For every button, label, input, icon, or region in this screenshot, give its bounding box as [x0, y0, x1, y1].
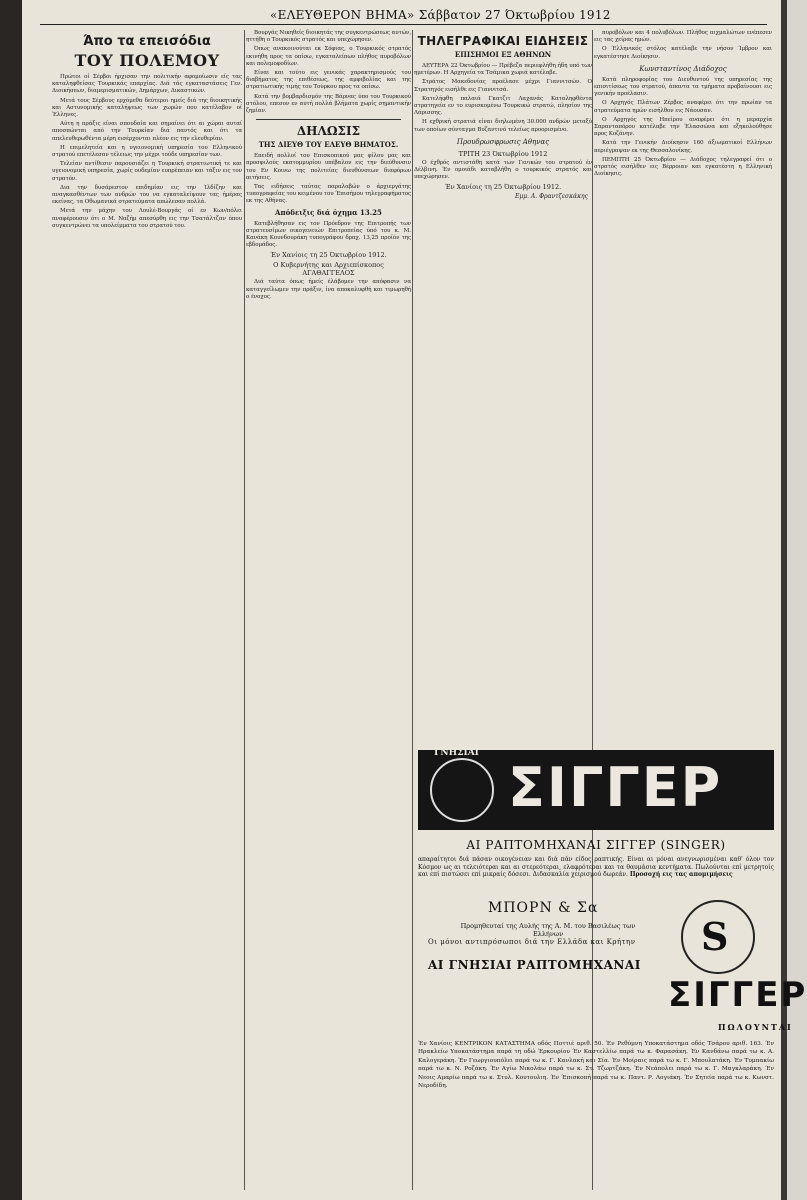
ad-store-list: Έν Χανίοις ΚΕΝΤΡΙΚΟΝ ΚΑΤΑΣΤΗΜΑ οδός Ποττιέ αριθ. 50. Έν Ρεθύμνη Υποκατάστημα οδός Τσάρου αριθ. 163. Έν Ηρακλείω Υποκατάστημα παρά τη οδώ Έρκουρίου Έν Καστελλίω παρά τω κ. Φαρασάκη. Έν Κανδάνω παρά τω κ. Α. Καλογεράκη. Έν Γεωργιουπόλει παρά τω κ. Γ. Κανλακή και Σία. Έν Μοίραις παρά τω κ. Γ. Μπουλατάκη. Έν Τυμπακίω παρά τω κ. Ν. Ροζάκη. Έν Αγίω Νικολάω παρά τω κ. Στ. Τζωρτζάκη. Έν Νεάπολει παρά τω κ. Γ. Μαγκλαράκη. Έν Νεοις Αμαρίω παρά τω κ. Στυλ. Κουτουλιη. Έν Έπισκοπή παρά τω κ. Παντ. Ρ. Λογιάκη. Έν Σητεία παρά τω κ. Κωνστ. Νεροδίδη.	[418, 1041, 774, 1090]
article-paragraph: Δια την δυσάρεστον επιδημίαν εις την Ίλδίζην και αναγκασθέντων των ανδρών του να εγκαταλείψουν τας ήμέρας εκείνας, τα Οθωμανικά στρατεύματα απώλεσαν πολλά.	[52, 184, 242, 206]
column-divider	[244, 30, 245, 1190]
article-paragraph: Η επιμελητεία και η υγειονομική υπηρεσία του Ελληνικού στρατού επετέλεσαν τέλειως την μέχρι τούδε υπηρεσίαν των.	[52, 144, 242, 159]
article-paragraph: Όπως ανακοινούται εκ Σόφιας, ο Τουρκικός στρατός εκινήθη προς τα οπίσω, εγκαταλείπων πλήθος πυροβόλων και πολεμοφοδίων.	[246, 46, 411, 67]
signoff-name: Εμμ. Α. Φραντζεσκάκης	[514, 193, 588, 201]
article-paragraph: ΔΕΥΤΕΡΑ 22 Όκτωβρίου — Πρέβεζα περιεφλήθη ήδη υπό των ημετέρων. Η Αρχηγεία τα Τσάμικα χωριά κατέλαβε.	[414, 63, 592, 77]
ad-company: ΜΠΟΡΝ & Σα	[488, 900, 599, 916]
ad-banner	[418, 750, 774, 830]
signature: Ο Κυβερνήτης και Αρχιεπίσκοπος ΑΓΑΘΑΓΓΕΛΟΣ	[273, 261, 384, 278]
column-4	[594, 30, 772, 740]
article-paragraph: Μετά την μάχην του Λουλέ-Βουργάς οί εν Κων/πόλει αναφέρουσιν ότι ο Μ. Ναζήμ απεσύρθη εις την Τσατάλτζαν όπου συγκεντρώνει τα υπολείμματα του στρατού του.	[52, 208, 242, 229]
article-headline: ΤΟΥ ΠΟΛΕΜΟΥ	[74, 51, 220, 70]
article-kicker: Άπο τα επεισόδια	[83, 34, 211, 49]
article-paragraph: Μετά τους Σέρβους ερχόμεθα δεύτεροι ημείς διά της διοικητικής και Αστυνομικής καταλήψεως των χωρών που κατέλαβον οί Έλληνες.	[52, 97, 242, 119]
article-paragraph: Κατά πληροφορίας του Διευθυντού της υπηρεσίας της επισιτίσεως του στρατού, άπαντα τα τμήματα προβαίνουσι εις γενικήν προέλασιν.	[594, 76, 772, 98]
masthead-rule	[40, 24, 767, 25]
article-paragraph: Βουργάς Νικηθείς διοικητάς της συγκεντρώσεως αυτών, ηττήθη ο Τουρκικός στρατός και υπεχώρησεν.	[246, 30, 412, 44]
column-2	[246, 30, 411, 1186]
singer-logo-icon: S	[681, 900, 755, 974]
section-title: Κωνσταντίνος Διάδοχος	[639, 64, 727, 73]
ad-company-sub: Προμηθευταί της Αυλής της Α. Μ. του Βασιλέως των Ελλήνων	[460, 922, 636, 938]
ad-genuine-machines: ΑΙ ΓΝΗΣΙΑΙ ΡΑΠΤΟΜΗΧΑΝΑΙ	[428, 958, 641, 972]
dateline: Έν Χανίοις τη 25 Όκτωβρίου 1912.	[270, 251, 387, 260]
ad-singer-large: ΣΙΓΓΕΡ	[668, 975, 807, 1015]
notice-subtitle: ΤΗΣ ΔΙΕΥΘ ΤΟΥ ΕΛΕΥΘ ΒΗΜΑΤΟΣ.	[258, 140, 399, 150]
seamstress-emblem-icon	[430, 758, 494, 822]
telegraph-subheadline: ΕΠΙΣΗΜΟΙ ΕΞ ΑΘΗΝΩΝ	[454, 50, 552, 59]
telegraph-headline: ΤΗΛΕΓΡΑΦΙΚΑΙ ΕΙΔΗΣΕΙΣ	[417, 34, 589, 48]
ad-brand-big: ΣΙΓΓΕΡ	[508, 756, 723, 819]
article-paragraph: Κατά την Γενικήν Διοίκησιν 160 άξιωματικοί Ελλήνων περιέγραψαν εκ της Θεσσαλονίκης.	[594, 140, 772, 154]
article-paragraph: Ο Αρχηγός της Ηπείρου αναφέρει ότι η μεραρχία Σαρανταπόρου κατέλαβε την Έλασσώνα και εξηκολούθησε προς Κοζάνην.	[594, 116, 772, 138]
article-paragraph: Είναι και τούτο εις γενικάς χαρακτηρισμούς του διαβήματος της επιθέσεως, της αμφιβολίας και της στρατιωτικής τιμής του Τούρκου προς τα οπίσω.	[246, 70, 411, 91]
byline-date: ΤΡΙΤΗ 23 Όκτωβρίου 1912	[458, 149, 548, 158]
notice-paragraph: Επειδή πολλοί του Επισκοπικού μας φίλου μας και προσφιλούς εκατομμυρίου υπέβαλον εις την διεύθυνσιν του Εν Κοινω της πολιτείας διευθύνσεων διαφόρων αιτήσεις.	[246, 153, 411, 181]
signoff-place: Έν Χανίοις τη 25 Όκτωβρίου 1912.	[444, 183, 562, 192]
article-paragraph: Κατά την βομβαρδισμόν της Βάρνας ύπο του Τουρκικού στόλου, επεσον εν αυτή πολλά βλήματα χωρίς σημαντικήν ζημίαν.	[246, 93, 411, 115]
notice-paragraph: Τας ειδήσεις ταύτας παραλαβών ο άρχιεργάτης τυπογραφείας του κειμένου του Έπισήμου τηλεγραφήματος εκ της Αθήνας.	[246, 184, 411, 205]
article-paragraph: Τελείαν αντίθεσιν παρουσιάζει η Τουρκική στρατιωτική τε και υγειονομική υπηρεσία, χωρίς ουδεμίαν ευπρέπειαν και τάξιν εις τον στρατόν.	[52, 161, 242, 182]
article-paragraph: Ο Αρχηγός Πλάτων Ζέρβος αναφέρει ότι την πρωίαν τα στρατεύματα ημών εισήλθον εις Νάουσαν.	[594, 100, 772, 114]
byline-title: Προυδρωσφρωσις Αθηνας	[456, 137, 550, 146]
column-divider	[412, 30, 413, 1190]
ad-for-sale: ΠΩΛΟΥΝΤΑΙ	[718, 1022, 793, 1032]
notice-paragraph: Κατεβλήθησαν εις τον Πρόεδρον της Επιτροπής των στρατευσίμων οικογενειών Επιτροπείας ύπό του κ. Μ. Κανάκη Κουνδουράκη τυπογράφου δραχ. 13,25 προϊόν της εβδομάδος.	[246, 220, 411, 249]
ad-only-reps: Οι μόνοι αντιπρόσωποι διά την Ελλάδα και Κρήτην	[428, 938, 636, 946]
article-paragraph: Ο έχθρός αντιστάθη κατά των Γενικών του στρατού έν Δέλβινη. Έν ομοιάδι καταβλήθη ο τουρκικός στρατός και υπεχώρησεν.	[414, 159, 592, 181]
column-3	[414, 30, 592, 740]
article-paragraph: πυροβόλων και 4 πολυβόλων. Πλήθος αιχμαλώτων ενέπεσεν εις τας χείρας ημών.	[594, 30, 772, 44]
article-paragraph: ΠΕΜΠΤΗ 25 Όκτωβρίου — Διάδοχος τηλεγραφεί ότι ο στρατός εισήλθεν εις Βέρροιαν και εγκατέστη η Ελληνική Διοίκησις.	[594, 156, 772, 178]
masthead-title: «ΕΛΕΥΘΕΡΟΝ ΒΗΜΑ» Σάββατον 27 Όκτωβρίου 1912	[270, 8, 611, 22]
ad-brand-top: ΓΝΗΣΙΑΙ	[434, 748, 479, 758]
notice-paragraph: Διά ταύτα όπως ήμείς έλάβομεν την απόφασιν να καταγγείλωμεν την πράξιν, ίνα αποκαλυφθή και τιμωρηθή ο ένοχος.	[246, 279, 411, 300]
column-1	[52, 30, 242, 1186]
singer-advertisement	[418, 748, 807, 1190]
article-paragraph: Αύτη η πράξις είναι σπουδαία και σημαίνει ότι αι χώραι αυταί αποσπώνται από την Τουρκίαν διά παντός και ότι τα απελευθερωθέντα μέρη εισέρχονται πλέον εις την ελευθερίαν.	[52, 121, 242, 142]
notice-title: ΔΗΛΩΣΙΣ	[296, 124, 361, 139]
article-paragraph: Ο Έλληνικός στόλος κατέλαβε την νήσον Ίμβρον και εγκατέστησε Διοίκησιν.	[594, 46, 772, 60]
section-rule	[256, 119, 401, 120]
page-right-edge	[781, 0, 787, 1200]
article-paragraph: Στράτος Μακεδονίας προέλασε μέχρι Γιαννιτσών. Ο Στρατηγός εισήλθε εις Γιαννιτσά.	[414, 79, 592, 93]
ad-body: απαραίτητοι διά πάσαν οικογένειαν και διά πάν είδος ραπτικής. Είναι αι μόναι ανεγνωρισμέναι καθ' όλον τον Κόσμον ως αι τελειότεραι και αι στερεότεραι, ελαφρότεραι και τα θαυμάσια κεντήματα. Πωλούνται επί μετρητοίς και επί πιστώσει επί μικραίς δόσεσι. Διδασκαλία χειρισμού δωρεάν. Προσοχή εις τας απομιμήσεις	[418, 856, 774, 878]
page-binding-edge	[0, 0, 22, 1200]
ad-line1: ΑΙ ΡΑΠΤΟΜΗΧΑΝΑΙ ΣΙΓΓΕΡ (SINGER)	[466, 838, 726, 852]
article-paragraph: Πρώτοι οί Σέρβοι ήρχισαν την πολιτικήν αφομοίωσιν είς τας καταληφθείσας Τουρκικάς επαρχίας. Διά τάς εγκαταστάσεις Γεν. Διοικήσεων, διαμερισματικών, Δημάρχων, Δικαστικών.	[52, 74, 242, 95]
article-paragraph: Κατελήφθη παλαιά Γκατζιτ Λαχανάς Καταληφθέντα στρατηγεία εν το ευρισκομένω Τουρκικώ στρατώ, πλησίον της Λάρισσης.	[414, 95, 592, 117]
receipt-title: Απόδειξις διά όχημα 13.25	[275, 207, 382, 217]
article-paragraph: Η εχθρική στρατιά είναι διηλωμένη 30.000 ανδρών μεταξύ των οποίων σύνταγμα Βυζαντινό τελείως προορισμένο.	[414, 119, 592, 133]
